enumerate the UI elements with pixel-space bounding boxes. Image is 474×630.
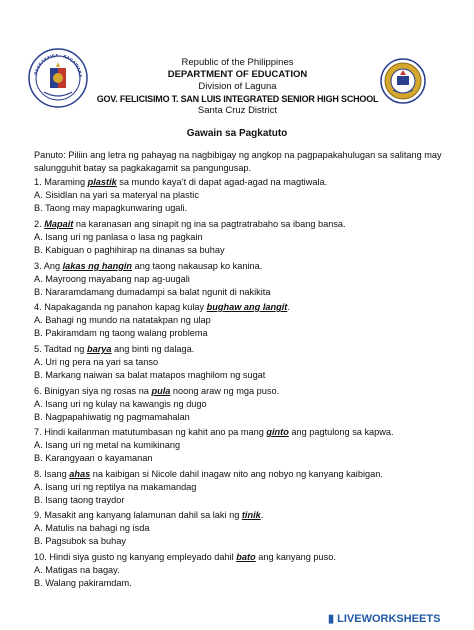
choice-b[interactable]: B. Pagsubok sa buhay bbox=[34, 536, 126, 546]
logo-mark-icon: ▮ bbox=[328, 613, 335, 625]
question-stem-pre: 8. Isang bbox=[34, 469, 70, 479]
choice-a[interactable]: A. Sisidlan na yari sa materyal na plastic bbox=[34, 190, 199, 200]
question-stem-pre: 3. Ang bbox=[34, 261, 63, 271]
question-keyword: bughaw ang langit bbox=[206, 302, 288, 312]
header-division: Division of Laguna bbox=[198, 81, 277, 92]
question-item bbox=[34, 551, 454, 590]
choice-a[interactable]: A. Isang uri ng metal na kumikinang bbox=[34, 440, 181, 450]
liveworksheets-logo bbox=[328, 612, 440, 625]
question-stem bbox=[34, 260, 454, 273]
choice-a[interactable]: A. Bahagi ng mundo na natatakpan ng ulap bbox=[34, 315, 211, 325]
choice-b[interactable]: B. Nagpapahiwatig ng pagmamahalan bbox=[34, 412, 190, 422]
question-stem-post: ang binti ng dalaga. bbox=[111, 344, 195, 354]
choice-b[interactable]: B. Nararamdamang dumadampi sa balat ngunit di nakikita bbox=[34, 287, 271, 297]
school-seal-icon bbox=[380, 58, 426, 104]
question-stem-pre: 9. Masakit ang kanyang lalamunan dahil sa laki ng bbox=[34, 510, 242, 520]
question-item bbox=[34, 468, 454, 507]
question-item bbox=[34, 176, 454, 215]
question-keyword: pula bbox=[151, 386, 171, 396]
question-stem bbox=[34, 218, 454, 231]
instructions-text: Panuto: Piliin ang letra ng pahayag na nagbibigay ng angkop na pagpapakahulugan sa salitang may salungguhit batay sa pagkakagamit sa pangungusap. bbox=[34, 150, 442, 173]
header-district: Santa Cruz District bbox=[197, 105, 278, 116]
question-keyword: ahas bbox=[69, 469, 91, 479]
question-stem-post: na kaibigan si Nicole dahil inagaw nito ang nobyo ng kanyang kaibigan. bbox=[90, 469, 383, 479]
choice-b[interactable]: B. Walang pakiramdam. bbox=[34, 578, 132, 588]
header-school: GOV. FELICISIMO T. SAN LUIS INTEGRATED SENIOR HIGH SCHOOL bbox=[96, 94, 379, 104]
question-stem-post: na karanasan ang sinapit ng ina sa pagtratrabaho sa ibang bansa. bbox=[73, 219, 346, 229]
question-stem bbox=[34, 301, 454, 314]
question-keyword: barya bbox=[86, 344, 112, 354]
question-stem bbox=[34, 509, 454, 522]
question-stem-post: ang pagtulong sa kapwa. bbox=[288, 427, 394, 437]
question-keyword: bato bbox=[236, 552, 256, 562]
choice-b[interactable]: B. Kabiguan o paghihirap na dinanas sa buhay bbox=[34, 245, 225, 255]
question-keyword: Mapait bbox=[44, 219, 74, 229]
question-stem-pre: 10. Hindi siya gusto ng kanyang empleyado dahil bbox=[34, 552, 237, 562]
question-stem bbox=[34, 551, 454, 564]
question-stem bbox=[34, 426, 454, 439]
choice-a[interactable]: A. Matigas na bagay. bbox=[34, 565, 120, 575]
question-stem-pre: 6. Binigyan siya ng rosas na bbox=[34, 386, 152, 396]
deped-seal-icon bbox=[28, 48, 88, 108]
question-stem bbox=[34, 343, 454, 356]
question-stem bbox=[34, 468, 454, 481]
question-stem-post: . bbox=[287, 302, 290, 312]
question-stem-pre: 4. Napakaganda ng panahon kapag kulay bbox=[34, 302, 207, 312]
question-stem-post: ang taong nakausap ko kanina. bbox=[132, 261, 263, 271]
question-keyword: plastik bbox=[87, 177, 117, 187]
choice-a[interactable]: A. Isang uri ng panlasa o lasa ng pagkain bbox=[34, 232, 203, 242]
header-department: DEPARTMENT OF EDUCATION bbox=[167, 69, 308, 80]
question-item bbox=[34, 509, 454, 548]
choice-b[interactable]: B. Markang naiwan sa balat matapos maghilom ng sugat bbox=[34, 370, 266, 380]
choice-a[interactable]: A. Matulis na bahagi ng isda bbox=[34, 523, 150, 533]
question-stem-pre: 1. Maraming bbox=[34, 177, 88, 187]
choice-b[interactable]: B. Taong may mapagkunwaring ugali. bbox=[34, 203, 188, 213]
choice-a[interactable]: A. Mayroong mayabang nap ag-uugali bbox=[34, 274, 190, 284]
question-stem-pre: 2. bbox=[34, 219, 45, 229]
question-item bbox=[34, 385, 454, 424]
question-stem bbox=[34, 176, 454, 189]
choice-a[interactable]: A. Isang uri ng reptilya na makamandag bbox=[34, 482, 197, 492]
question-keyword: lakas ng hangin bbox=[62, 261, 133, 271]
question-stem-post: ang kanyang puso. bbox=[255, 552, 336, 562]
choice-b[interactable]: B. Pakiramdam ng taong walang problema bbox=[34, 328, 208, 338]
worksheet-title: Gawain sa Pagkatuto bbox=[186, 128, 288, 139]
question-keyword: ginto bbox=[266, 427, 289, 437]
question-keyword: tinik bbox=[241, 510, 261, 520]
logo-text: LIVEWORKSHEETS bbox=[337, 613, 441, 625]
question-stem bbox=[34, 385, 454, 398]
question-stem-pre: 7. Hindi kailanman matutumbasan ng kahit ano pa mang bbox=[34, 427, 267, 437]
question-stem-post: sa mundo kaya’t di dapat agad-agad na magtiwala. bbox=[116, 177, 328, 187]
question-stem-post: noong araw ng mga puso. bbox=[170, 386, 280, 396]
question-item bbox=[34, 218, 454, 257]
question-item bbox=[34, 343, 454, 382]
header-republic: Republic of the Philippines bbox=[181, 57, 294, 68]
document-header bbox=[95, 57, 380, 117]
choice-b[interactable]: B. Karangyaan o kayamanan bbox=[34, 453, 153, 463]
choice-a[interactable]: A. Isang uri ng kulay na kawangis ng dugo bbox=[34, 399, 207, 409]
question-item bbox=[34, 426, 454, 465]
question-stem-pre: 5. Tadtad ng bbox=[34, 344, 87, 354]
question-item bbox=[34, 301, 454, 340]
question-item bbox=[34, 260, 454, 299]
question-stem-post: . bbox=[260, 510, 264, 520]
choice-b[interactable]: B. Isang taong traydor bbox=[34, 495, 125, 505]
choice-a[interactable]: A. Uri ng pera na yari sa tanso bbox=[34, 357, 159, 367]
seal-ring-text: PAGKAKAISA · KAGAWARA bbox=[33, 52, 84, 78]
